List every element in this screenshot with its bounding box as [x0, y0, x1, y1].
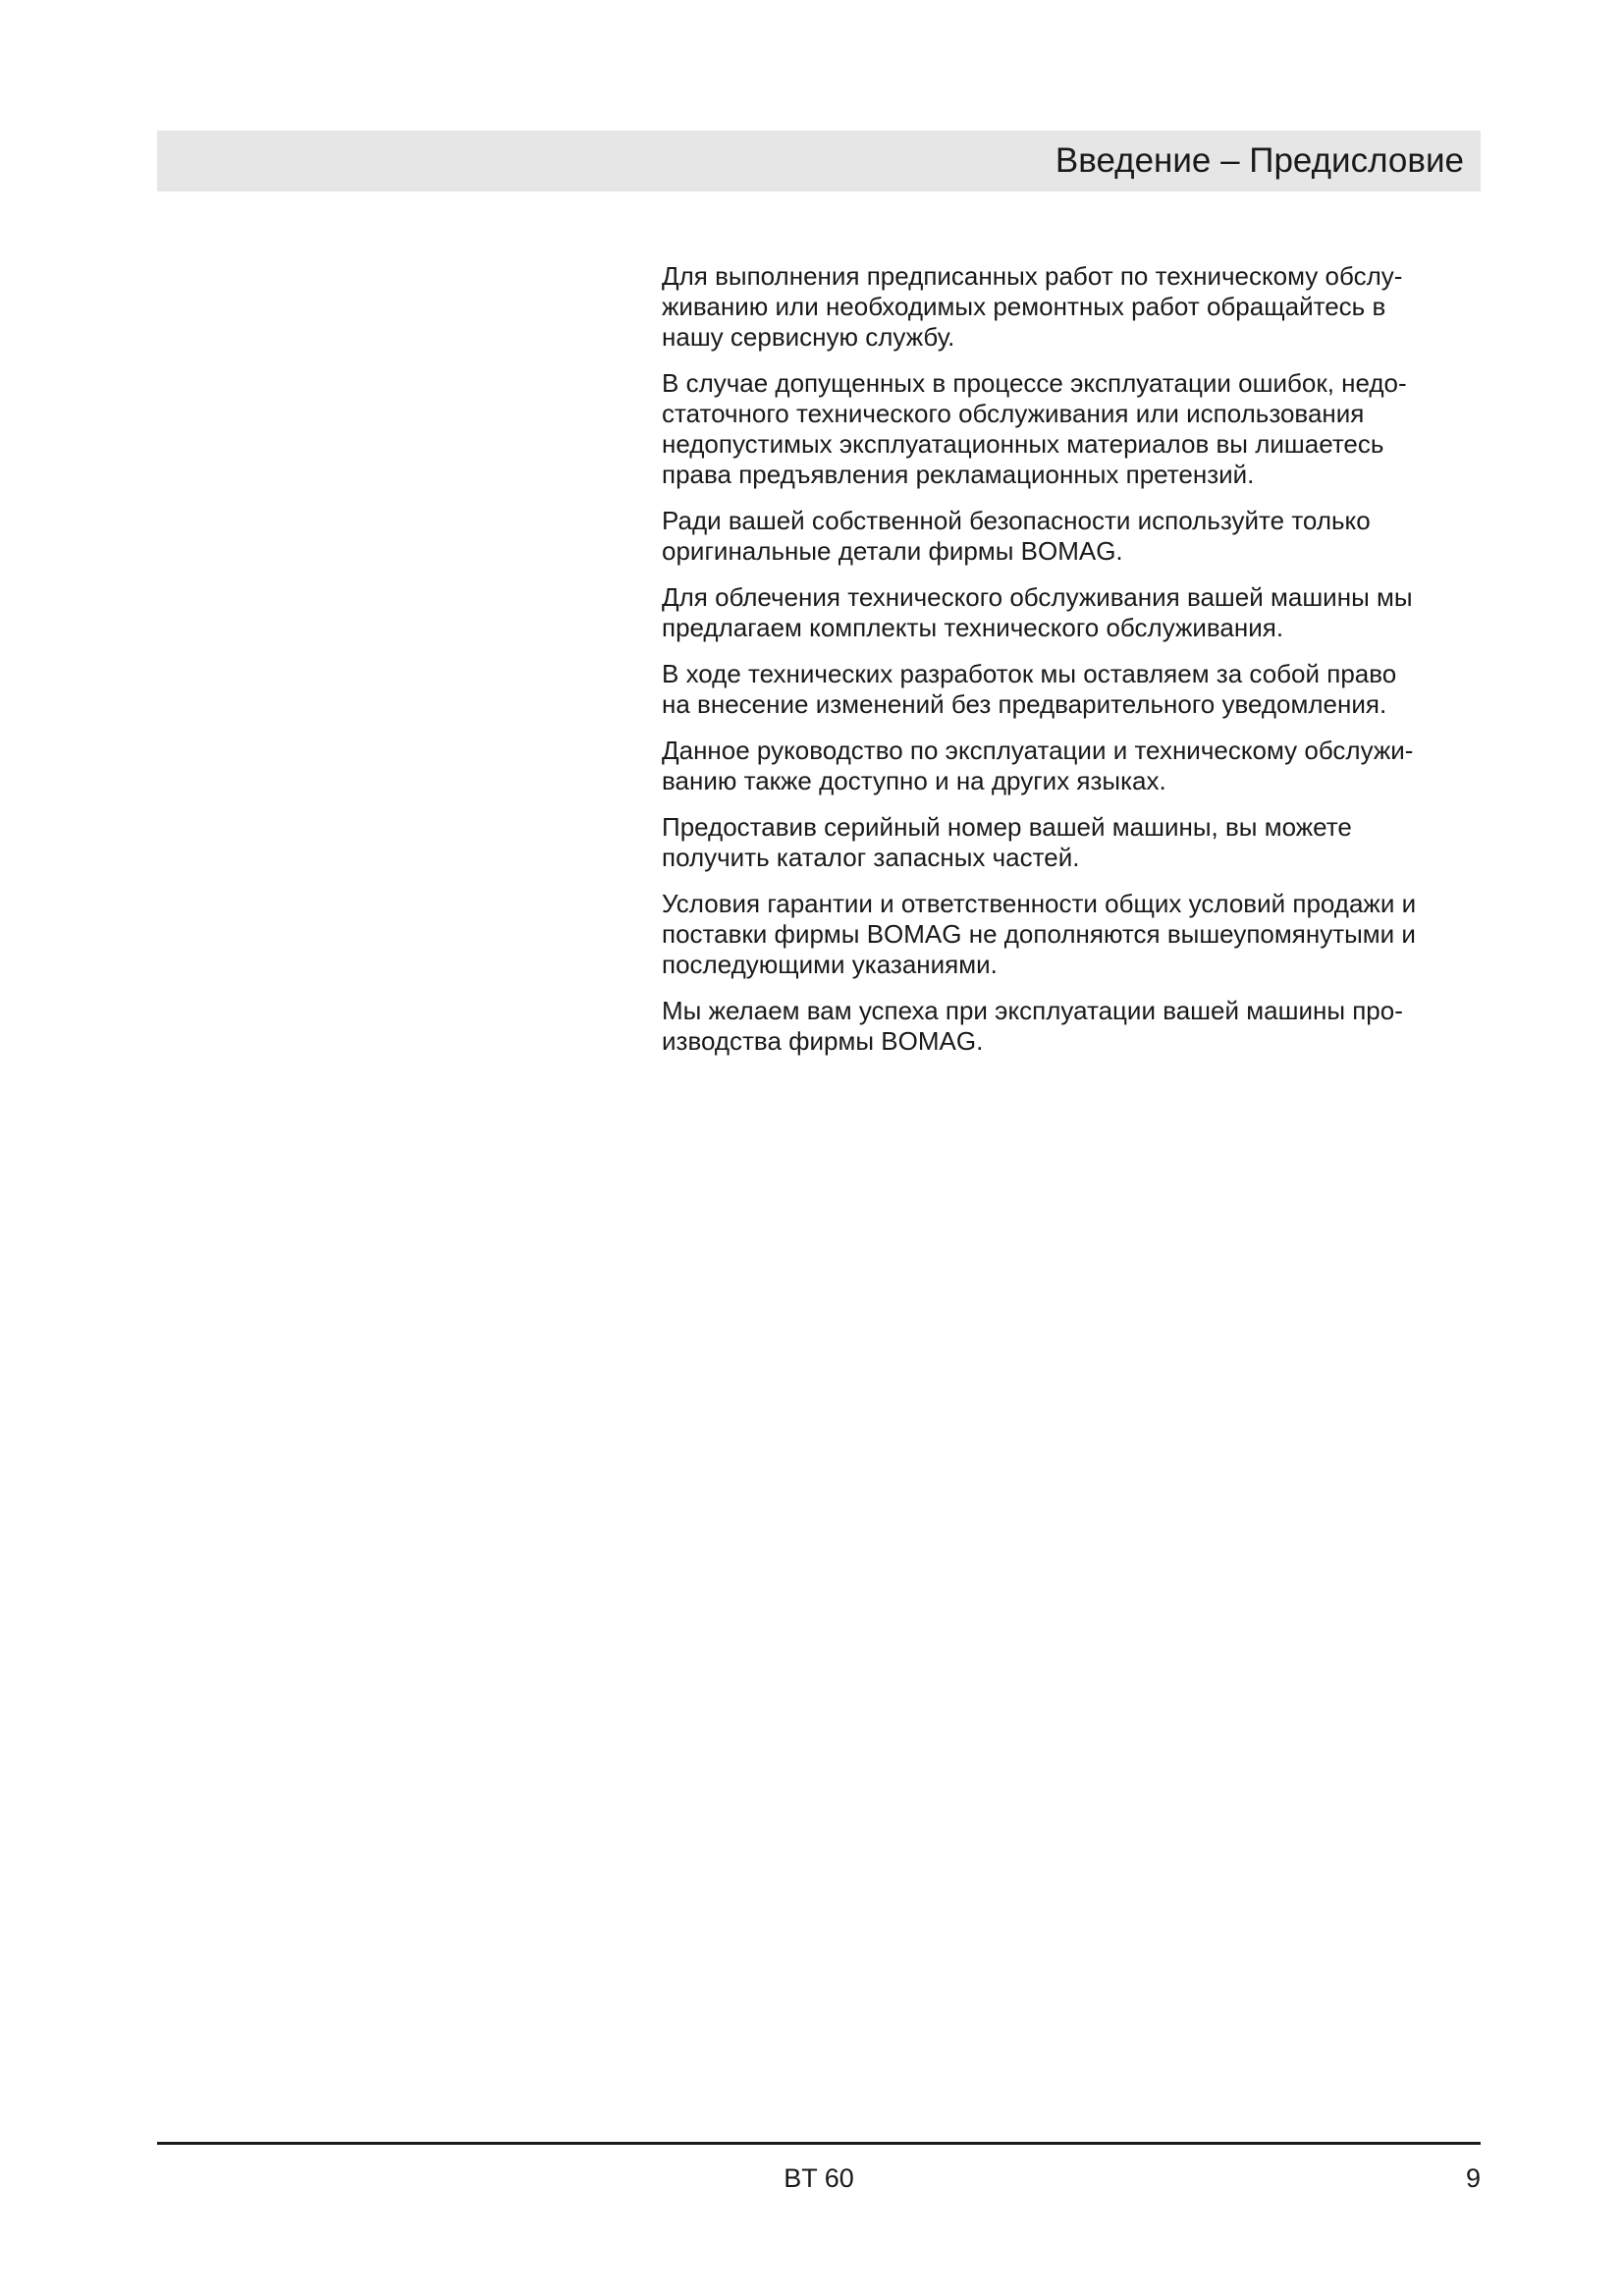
text-line: предлагаем комплекты технического обслуживания. [662, 613, 1284, 642]
paragraph [662, 812, 1491, 873]
text-line: оригинальные детали фирмы BOMAG. [662, 536, 1123, 566]
paragraph [662, 889, 1491, 980]
text-line: нашу сервисную службу. [662, 322, 955, 352]
text-line: изводства фирмы BOMAG. [662, 1026, 984, 1056]
paragraph [662, 582, 1491, 643]
text-line: ванию также доступно и на других языках. [662, 766, 1166, 795]
text-line: Данное руководство по эксплуатации и техническому обслужи- [662, 736, 1414, 765]
text-line: Для облечения технического обслуживания вашей машины мы [662, 582, 1413, 612]
text-line: права предъявления рекламационных претензий. [662, 460, 1255, 489]
section-header-bar [157, 131, 1481, 191]
text-line: недопустимых эксплуатационных материалов вы лишаетесь [662, 429, 1384, 459]
text-line: статочного технического обслуживания или использования [662, 399, 1365, 428]
text-line: поставки фирмы BOMAG не дополняются вышеупомянутыми и [662, 919, 1416, 949]
paragraph [662, 996, 1491, 1057]
body-text [662, 261, 1491, 1072]
paragraph [662, 736, 1491, 796]
footer-divider [157, 2142, 1481, 2145]
text-line: получить каталог запасных частей. [662, 843, 1080, 872]
paragraph [662, 506, 1491, 567]
page-number: 9 [1465, 2163, 1481, 2193]
text-line: на внесение изменений без предварительного уведомления. [662, 689, 1387, 719]
text-line: Условия гарантии и ответственности общих условий продажи и [662, 889, 1417, 918]
paragraph [662, 368, 1491, 490]
text-line: В ходе технических разработок мы оставляем за собой право [662, 659, 1397, 688]
paragraph [662, 659, 1491, 720]
text-line: живанию или необходимых ремонтных работ обращайтесь в [662, 292, 1386, 321]
text-line: Для выполнения предписанных работ по техническому обслу- [662, 261, 1403, 291]
text-line: Ради вашей собственной безопасности используйте только [662, 506, 1371, 535]
paragraph [662, 261, 1491, 353]
text-line: последующими указаниями. [662, 950, 998, 979]
section-title: Введение – Предисловие [1055, 141, 1464, 180]
footer-model-name: BT 60 [784, 2163, 854, 2193]
text-line: Предоставив серийный номер вашей машины, вы можете [662, 812, 1352, 842]
text-line: Мы желаем вам успеха при эксплуатации вашей машины про- [662, 996, 1403, 1025]
text-line: В случае допущенных в процессе эксплуатации ошибок, недо- [662, 368, 1407, 398]
